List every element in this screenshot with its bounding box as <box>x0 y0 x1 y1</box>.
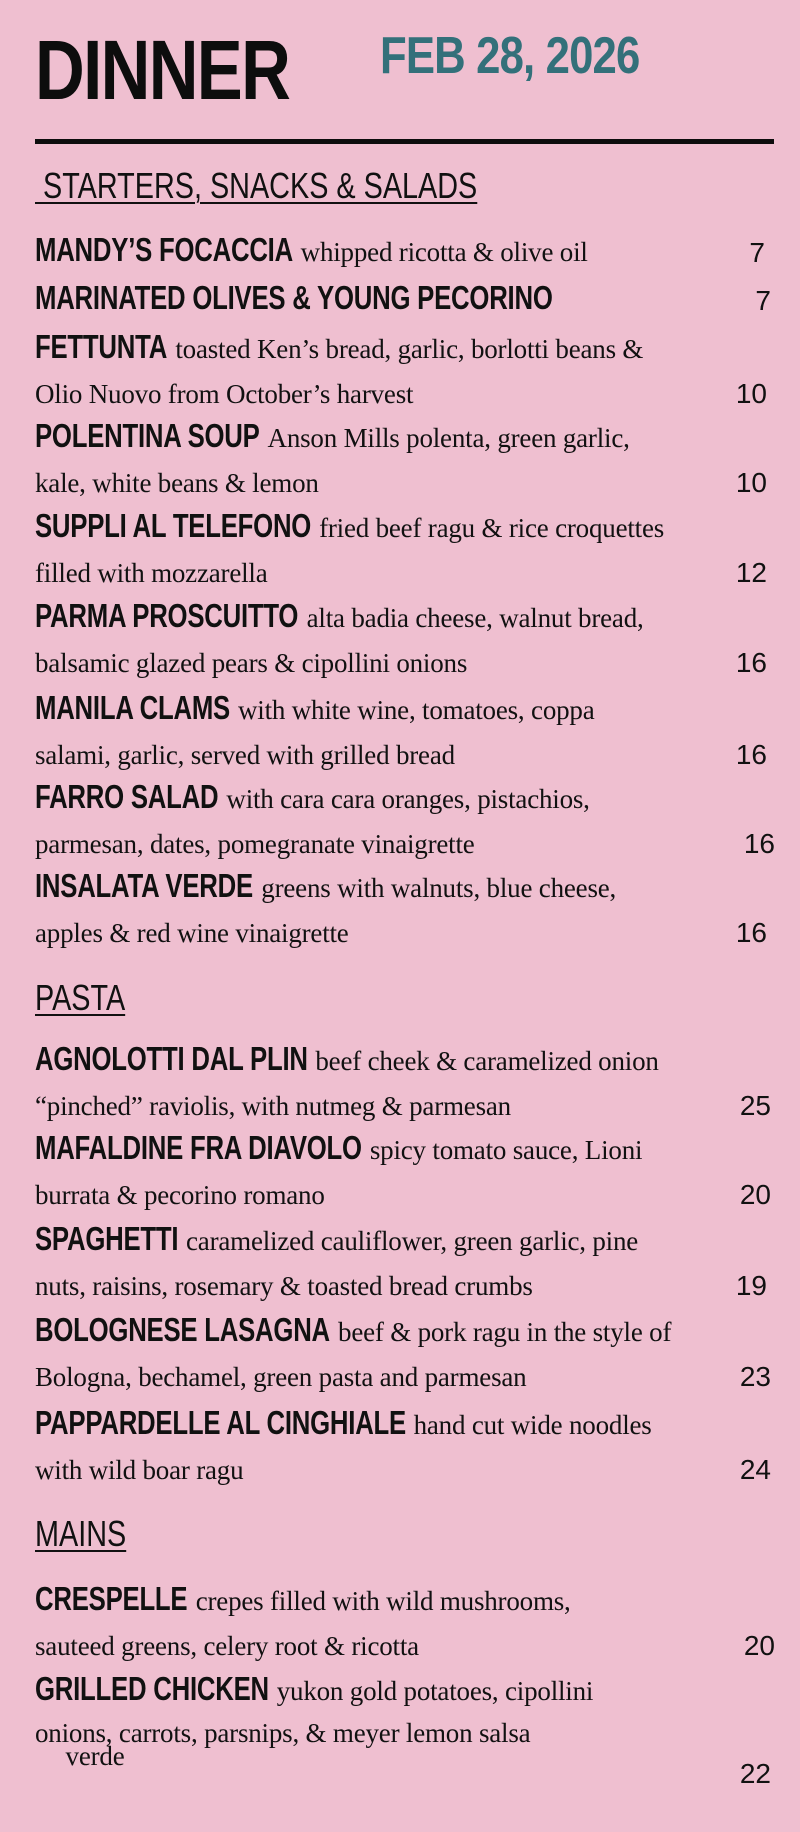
item-name: PAPPARDELLE AL CINGHIALE <box>35 1404 406 1441</box>
item-name: CRESPELLE <box>35 1580 188 1617</box>
item-name: MANILA CLAMS <box>35 689 230 726</box>
item-name: INSALATA VERDE <box>35 867 253 904</box>
item-description: alta badia cheese, walnut bread, <box>306 603 644 633</box>
item-description: beef cheek & caramelized onion <box>315 1046 659 1076</box>
item-name: PARMA PROSCUITTO <box>35 597 299 634</box>
item-price: 16 <box>735 917 767 948</box>
item-description: hand cut wide noodles <box>413 1410 652 1440</box>
item-description: yukon gold potatoes, cipollini <box>276 1676 594 1706</box>
menu-item <box>35 232 775 277</box>
item-price: 16 <box>735 647 767 678</box>
menu-item <box>35 508 775 597</box>
item-price: 10 <box>735 378 767 409</box>
item-price: 25 <box>739 1090 771 1121</box>
item-description-continued: balsamic glazed pears & cipollini onions <box>35 648 468 678</box>
item-price: 20 <box>739 1179 771 1210</box>
item-description: with white wine, tomatoes, coppa <box>237 695 595 725</box>
item-price: 20 <box>743 1630 775 1661</box>
item-description-continued: Olio Nuovo from October’s harvest <box>35 379 414 409</box>
item-name: AGNOLOTTI DAL PLIN <box>35 1040 308 1077</box>
item-description-continued: parmesan, dates, pomegranate vinaigrette <box>35 829 475 859</box>
item-description: crepes filled with wild mushrooms, <box>195 1586 571 1616</box>
item-name: POLENTINA SOUP <box>35 417 260 454</box>
menu-item <box>35 1221 775 1310</box>
item-name: SUPPLI AL TELEFONO <box>35 507 312 544</box>
item-description: greens with walnuts, blue cheese, <box>261 873 617 903</box>
item-description: fried beef ragu & rice croquettes <box>319 513 665 543</box>
menu-item <box>35 1405 775 1494</box>
section-heading-mains: MAINS <box>35 1513 127 1554</box>
item-description-continued: filled with mozzarella <box>35 558 268 588</box>
item-name: BOLOGNESE LASAGNA <box>35 1311 330 1348</box>
item-description-continued: verde <box>59 1741 125 1771</box>
item-description: caramelized cauliflower, green garlic, pine <box>186 1226 639 1256</box>
item-price: 10 <box>735 467 767 498</box>
menu-item <box>35 418 775 507</box>
menu-item <box>35 1312 775 1401</box>
item-description-continued: kale, white beans & lemon <box>35 468 319 498</box>
item-name: FETTUNTA <box>35 328 168 365</box>
item-description-continued: “pinched” raviolis, with nutmeg & parmesan <box>35 1091 511 1121</box>
item-description: toasted Ken’s bread, garlic, borlotti beans & <box>175 334 644 364</box>
section-heading-pasta: PASTA <box>35 977 126 1018</box>
menu-item <box>35 779 775 868</box>
menu-item <box>35 1130 775 1219</box>
menu-item <box>35 329 775 418</box>
menu-item <box>35 1581 775 1670</box>
menu-date: FEB 28, 2026 <box>380 27 640 85</box>
menu-item <box>35 598 775 687</box>
item-price: 24 <box>739 1454 771 1485</box>
item-description: Anson Mills polenta, green garlic, <box>267 423 630 453</box>
item-name: MARINATED OLIVES & YOUNG PECORINO <box>35 279 553 316</box>
item-description-continued: apples & red wine vinaigrette <box>35 918 349 948</box>
item-description-continued: onions, carrots, parsnips, & meyer lemon salsa <box>35 1718 531 1748</box>
item-description: with cara cara oranges, pistachios, <box>226 784 590 814</box>
item-price: 7 <box>755 285 771 316</box>
item-price: 22 <box>739 1758 771 1789</box>
menu-item <box>35 690 775 779</box>
item-name: SPAGHETTI <box>35 1220 179 1257</box>
item-price: 12 <box>735 557 767 588</box>
header-divider <box>35 139 774 144</box>
item-name: MANDY’S FOCACCIA <box>35 231 293 268</box>
item-description-continued: nuts, raisins, rosemary & toasted bread crumbs <box>35 1271 533 1301</box>
item-description: spicy tomato sauce, Lioni <box>369 1135 643 1165</box>
menu-item <box>35 280 775 325</box>
item-price: 23 <box>739 1361 771 1392</box>
item-price: 19 <box>735 1270 767 1301</box>
item-price: 16 <box>735 739 767 770</box>
menu-item <box>35 1671 775 1798</box>
menu-item <box>35 868 775 957</box>
item-name: FARRO SALAD <box>35 778 219 815</box>
item-price: 16 <box>743 828 775 859</box>
item-description: beef & pork ragu in the style of <box>338 1317 672 1347</box>
menu-item <box>35 1041 775 1130</box>
item-description-continued: burrata & pecorino romano <box>35 1180 325 1210</box>
item-description-continued: with wild boar ragu <box>35 1455 244 1485</box>
item-name: GRILLED CHICKEN <box>35 1670 269 1707</box>
section-heading-starters: STARTERS, SNACKS & SALADS <box>35 165 478 206</box>
menu-header <box>0 0 800 150</box>
item-description: whipped ricotta & olive oil <box>300 237 588 267</box>
item-description-continued: salami, garlic, served with grilled bread <box>35 740 455 770</box>
item-description-continued: sauteed greens, celery root & ricotta <box>35 1631 419 1661</box>
menu-title: DINNER <box>35 23 290 117</box>
item-price: 7 <box>749 237 765 268</box>
item-description-continued: Bologna, bechamel, green pasta and parmesan <box>35 1362 527 1392</box>
item-name: MAFALDINE FRA DIAVOLO <box>35 1129 362 1166</box>
